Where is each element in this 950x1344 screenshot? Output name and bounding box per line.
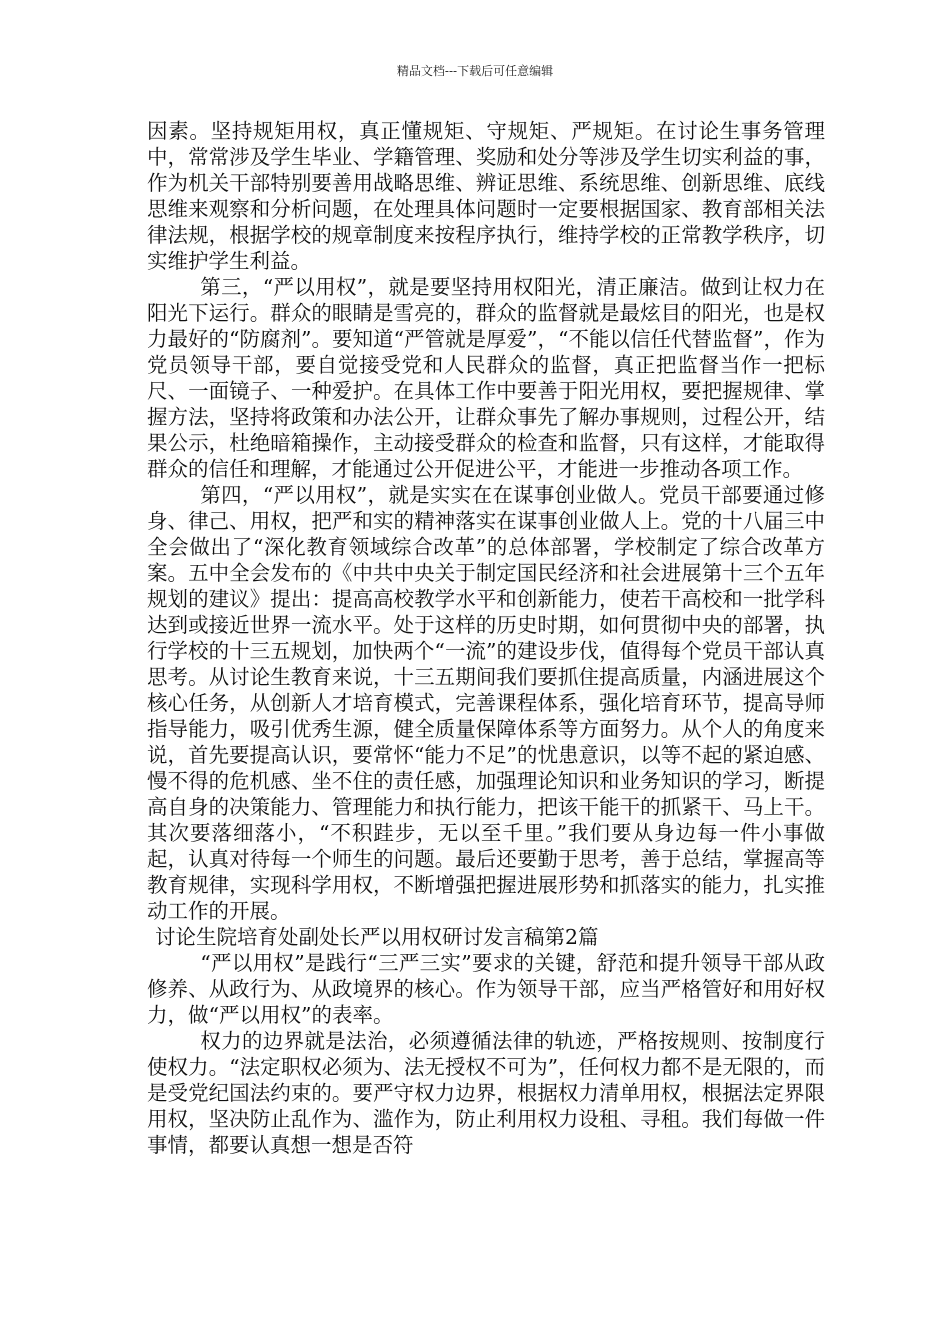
paragraph-2: 第三，“严以用权”，就是要坚持用权阳光，清正廉洁。做到让权力在阳光下运行。群众的眼睛是雪亮的，群众的监督就是最炫目的阳光，也是权力最好的“防腐剂”。要知道“严管就是厚爱”，“不能以信任代替监督”，作为党员领导干部，要自觉接受党和人民群众的监督，真正把监督当作一把标尺、一面镜子、一种爱护。在具体工作中要善于阳光用权，要把握规律、掌握方法，坚持将政策和办法公开，让群众事先了解办事规则，过程公开，结果公示，杜绝暗箱操作，主动接受群众的检查和监督，只有这样，才能取得群众的信任和理解，才能通过公开促进公平，才能进一步推动各项工作。 (147, 275, 825, 481)
paragraph-3: 第四，“严以用权”，就是实实在在谋事创业做人。党员干部要通过修身、律己、用权，把严和实的精神落实在谋事创业做人上。党的十八届三中全会做出了“深化教育领域综合改革”的总体部署，学校制定了综合改革方案。五中全会发布的《中共中央关于制定国民经济和社会进展第十三个五年规划的建议》提出：提高高校教学水平和创新能力，使若干高校和一批学科达到或接近世界一流水平。处于这样的历史时期，如何贯彻中央的部署，执行学校的十三五规划，加快两个“一流”的建设步伐，值得每个党员干部认真思考。从讨论生教育来说，十三五期间我们要抓住提高质量，内涵进展这个核心任务，从创新人才培育模式，完善课程体系，强化培育环节，提高导师指导能力，吸引优秀生源，健全质量保障体系等方面努力。从个人的角度来说，首先要提高认识，要常怀“能力不足”的忧患意识，以等不起的紧迫感、慢不得的危机感、坐不住的责任感，加强理论知识和业务知识的学习，断提高自身的决策能力、管理能力和执行能力，把该干能干的抓紧干、马上干。其次要落细落小，“不积跬步，无以至千里。”我们要从身边每一件小事做起，认真对待每一个师生的问题。最后还要勤于思考，善于总结，掌握高等教育规律，实现科学用权，不断增强把握进展形势和抓落实的能力，扎实推动工作的开展。 (147, 483, 825, 923)
paragraph-1: 因素。坚持规矩用权，真正懂规矩、守规矩、严规矩。在讨论生事务管理中，常常涉及学生毕业、学籍管理、奖励和处分等涉及学生切实利益的事，作为机关干部特别要善用战略思维、辨证思维、系统思维、创新思维、底线思维来观察和分析问题，在处理具体问题时一定要根据国家、教育部相关法律法规，根据学校的规章制度来按程序执行，维持学校的正常教学秩序，切实维护学生利益。 (147, 119, 825, 273)
section-paragraph-1: “严以用权”是践行“三严三实”要求的关键，舒范和提升领导干部从政修养、从政行为、从政境界的核心。作为领导干部，应当严格管好和用好权力，做“严以用权”的表率。 (147, 951, 825, 1027)
document-body (147, 118, 825, 1158)
page-header: 精品文档---下载后可任意编辑 (396, 64, 554, 78)
section-paragraph-2: 权力的边界就是法治，必须遵循法律的轨迹，严格按规则、按制度行使权力。“法定职权必须为、法无授权不可为”，任何权力都不是无限的，而是受党纪国法约束的。要严守权力边界，根据权力清单用权，根据法定界限用权，坚决防止乱作为、滥作为，防止利用权力设租、寻租。我们每做一件事情，都要认真想一想是否符 (147, 1029, 825, 1157)
section-title: 讨论生院培育处副处长严以用权研讨发言稿第2篇 (155, 925, 599, 949)
